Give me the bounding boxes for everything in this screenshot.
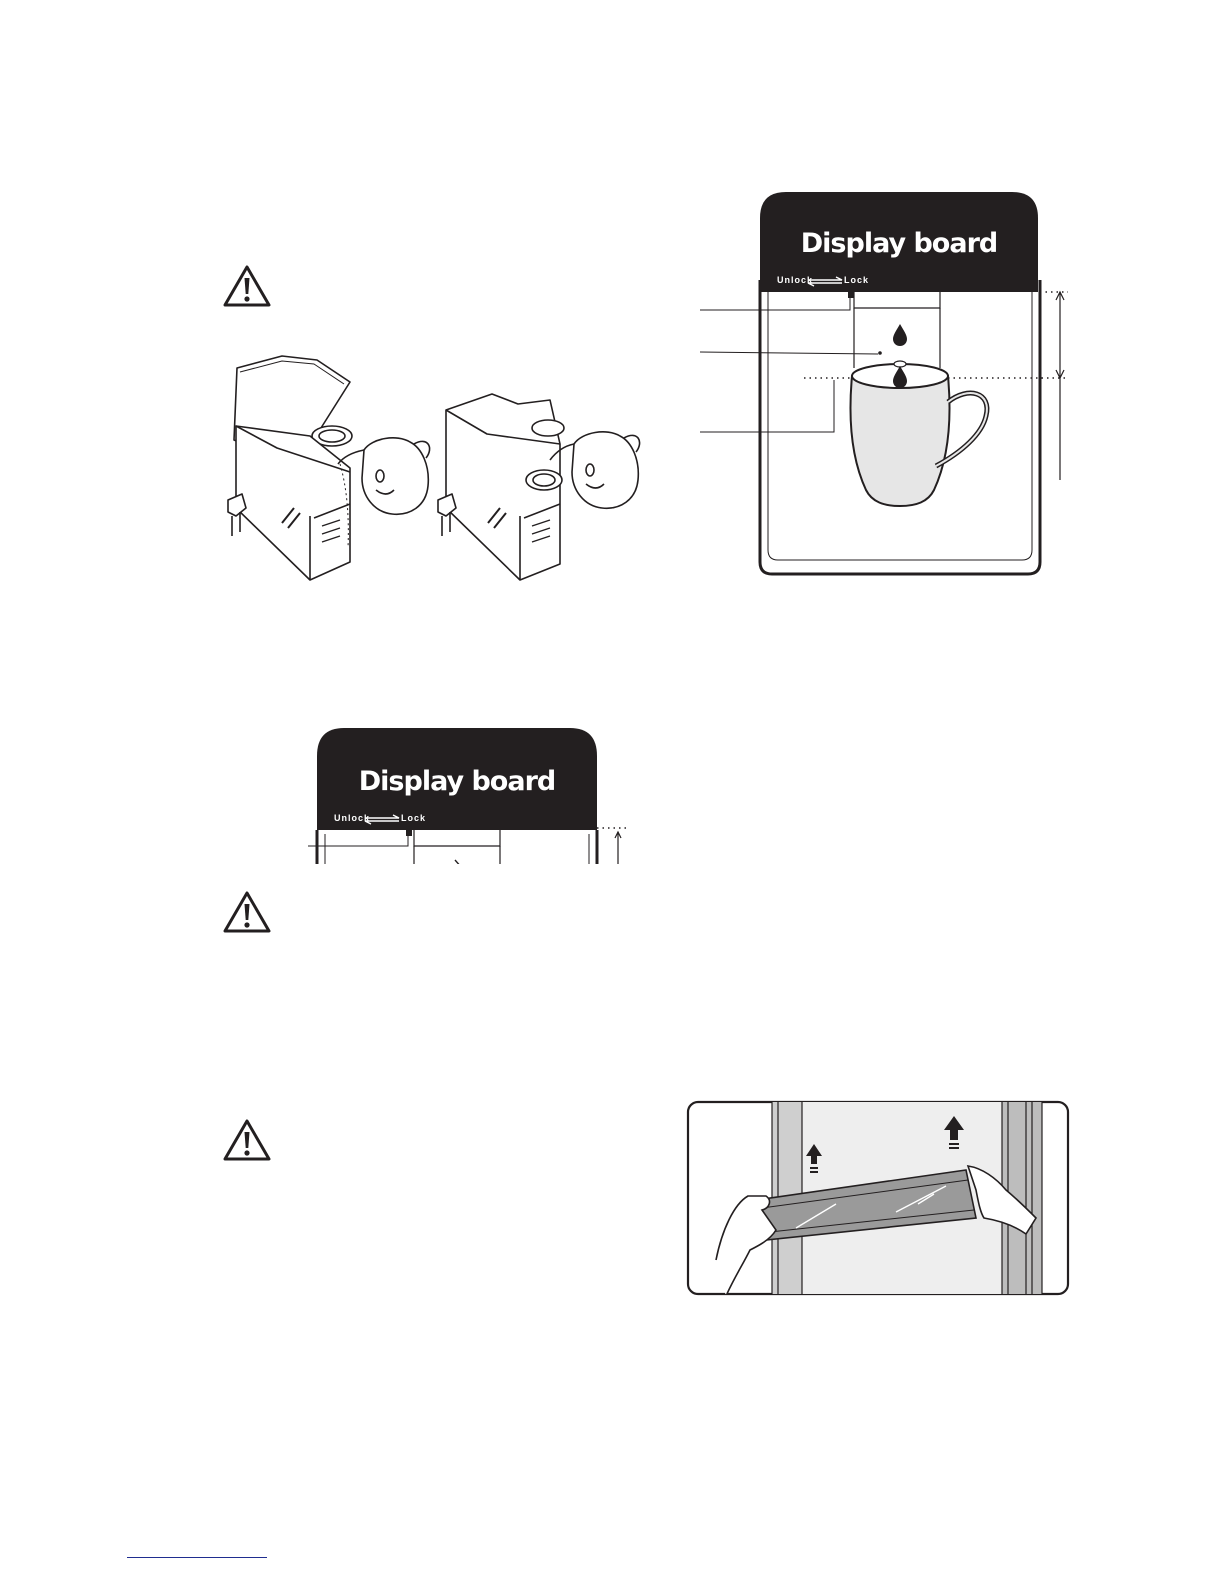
display-board-diagram — [700, 190, 1080, 580]
tank-with-lid-open — [228, 356, 430, 580]
lock-toggle-arrows-icon — [808, 277, 842, 286]
shelf-removal-illustration — [686, 1100, 1070, 1296]
warning-icon — [222, 1118, 272, 1162]
unlock-label: Unlock — [334, 813, 371, 823]
display-board-title: Display board — [358, 766, 556, 797]
lock-toggle-arrows-icon — [365, 815, 399, 824]
warning-icon — [222, 264, 272, 308]
lock-label: Lock — [844, 275, 870, 285]
footer-link-underline — [127, 1557, 267, 1558]
unlock-label: Unlock — [777, 275, 814, 285]
warning-icon — [222, 890, 272, 934]
lock-label: Lock — [401, 813, 427, 823]
tank-with-lid-closed — [438, 394, 640, 580]
display-board-title: Display board — [800, 228, 998, 259]
display-board-detail — [300, 728, 640, 864]
water-tank-illustration — [222, 348, 642, 588]
